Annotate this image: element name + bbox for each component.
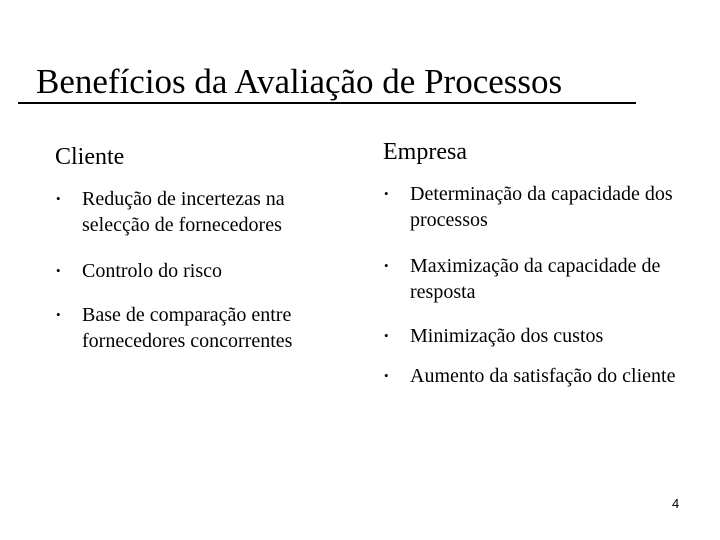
list-item [383,323,683,349]
list-item [55,302,355,354]
cliente-bullet-list [55,186,355,354]
list-item-text: Controlo do risco [82,260,222,282]
list-item [55,258,355,284]
column-heading-cliente: Cliente [55,144,125,170]
bullet-icon: • [56,263,61,278]
list-item-text: Aumento da satisfação do cliente [410,365,676,387]
bullet-icon: • [384,328,389,343]
bullet-icon: • [56,307,61,322]
list-item [55,186,355,238]
list-item-text: Minimização dos custos [410,325,604,347]
bullet-icon: • [384,186,389,201]
list-item-text: Maximização da capacidade de resposta [410,255,661,303]
bullet-icon: • [384,368,389,383]
list-item-text: Redução de incertezas na selecção de fornecedores [82,188,285,236]
slide-title: Benefícios da Avaliação de Processos [36,62,563,101]
column-heading-empresa: Empresa [383,139,467,165]
title-underline [18,102,636,104]
list-item-text: Determinação da capacidade dos processos [410,183,673,231]
list-item [383,181,683,233]
page-number: 4 [672,496,680,511]
list-item [383,253,683,305]
bullet-icon: • [384,258,389,273]
empresa-bullet-list [383,181,683,389]
list-item-text: Base de comparação entre fornecedores concorrentes [82,304,293,352]
list-item [383,363,683,389]
bullet-icon: • [56,191,61,206]
